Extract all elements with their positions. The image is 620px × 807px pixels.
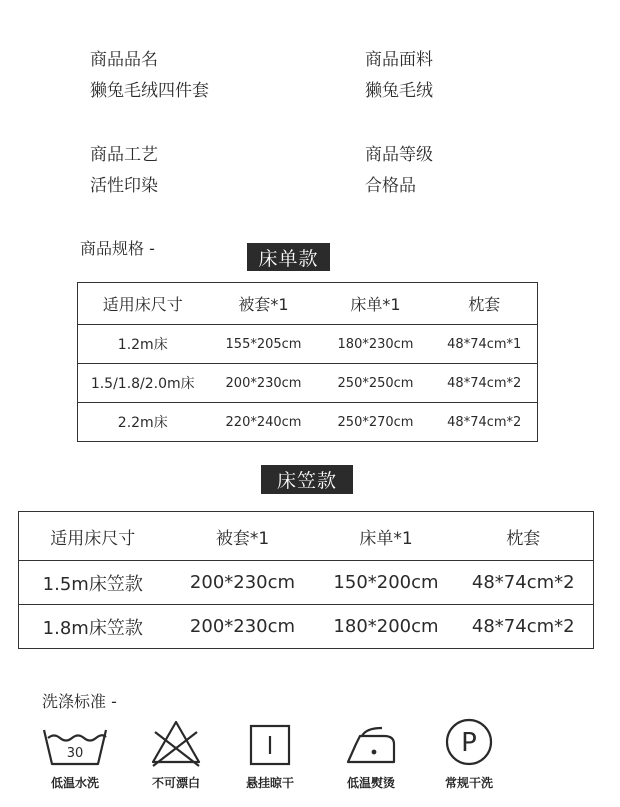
spec-section-label: 商品规格 -	[80, 239, 155, 258]
header-bed-size: 适用床尺寸	[102, 295, 183, 314]
hang-dry-icon	[225, 716, 315, 772]
fabric-value: 獭兔毛绒	[365, 81, 433, 101]
cell-pillowcase: 48*74cm*2	[432, 403, 538, 442]
care-label-wash: 低温水洗	[50, 776, 99, 790]
care-item-iron	[326, 716, 416, 796]
header-bed-sheet: 床单*1	[359, 528, 413, 549]
cell-pillowcase: 48*74cm*2	[454, 561, 594, 605]
cell-duvet-cover: 200*230cm	[167, 605, 319, 649]
wash-temp-text: 30	[66, 746, 84, 761]
dry-clean-letter: P	[461, 728, 477, 758]
table-header-row	[78, 283, 538, 325]
care-label-iron: 低温熨烫	[346, 776, 395, 790]
cell-bed-size: 1.5/1.8/2.0m床	[78, 364, 208, 403]
care-label-hang-dry: 悬挂晾干	[245, 776, 294, 790]
table-row	[19, 561, 594, 605]
cell-bed-sheet: 250*250cm	[320, 364, 432, 403]
care-label-dry-clean: 常规干洗	[444, 776, 493, 790]
cell-bed-size: 1.5m床笠款	[19, 561, 167, 605]
iron-low-icon	[326, 716, 416, 772]
grade-value: 合格品	[365, 176, 416, 196]
wash-tub-icon	[30, 716, 120, 772]
cell-bed-size: 1.2m床	[78, 325, 208, 364]
care-item-dry-clean	[424, 716, 514, 796]
care-label-no-bleach: 不可漂白	[151, 776, 200, 790]
craft-value: 活性印染	[90, 176, 158, 196]
table-row	[78, 325, 538, 364]
header-duvet-cover: 被套*1	[238, 295, 289, 314]
cell-duvet-cover: 220*240cm	[208, 403, 320, 442]
dry-clean-icon	[424, 716, 514, 772]
header-pillowcase: 枕套	[468, 295, 501, 314]
table-row	[78, 403, 538, 442]
cell-duvet-cover: 155*205cm	[208, 325, 320, 364]
cell-pillowcase: 48*74cm*2	[454, 605, 594, 649]
cell-pillowcase: 48*74cm*1	[432, 325, 538, 364]
cell-duvet-cover: 200*230cm	[208, 364, 320, 403]
header-duvet-cover: 被套*1	[215, 528, 270, 549]
cell-pillowcase: 48*74cm*2	[432, 364, 538, 403]
header-bed-sheet: 床单*1	[350, 295, 401, 314]
grade-label: 商品等级	[365, 145, 433, 165]
cell-bed-sheet: 180*200cm	[319, 605, 454, 649]
product-name-label: 商品品名	[90, 50, 158, 70]
table-header-row	[19, 512, 594, 561]
no-bleach-icon	[131, 716, 221, 772]
cell-bed-sheet: 250*270cm	[320, 403, 432, 442]
care-item-hang-dry	[225, 716, 315, 796]
care-item-no-bleach	[131, 716, 221, 796]
flat-sheet-size-table	[77, 282, 538, 442]
fabric-label: 商品面料	[365, 50, 433, 70]
cell-bed-size: 2.2m床	[78, 403, 208, 442]
fitted-sheet-badge: 床笠款	[261, 465, 353, 494]
craft-label: 商品工艺	[90, 145, 158, 165]
table-row	[19, 605, 594, 649]
cell-duvet-cover: 200*230cm	[167, 561, 319, 605]
cell-bed-sheet: 180*230cm	[320, 325, 432, 364]
product-name-value: 獭兔毛绒四件套	[90, 81, 209, 101]
care-item-wash	[30, 716, 120, 796]
care-section-label: 洗涤标准 -	[42, 692, 117, 711]
header-bed-size: 适用床尺寸	[50, 528, 136, 549]
table-row	[78, 364, 538, 403]
header-pillowcase: 枕套	[506, 528, 541, 549]
cell-bed-sheet: 150*200cm	[319, 561, 454, 605]
cell-bed-size: 1.8m床笠款	[19, 605, 167, 649]
flat-sheet-badge: 床单款	[247, 243, 330, 271]
fitted-sheet-size-table	[18, 511, 594, 649]
